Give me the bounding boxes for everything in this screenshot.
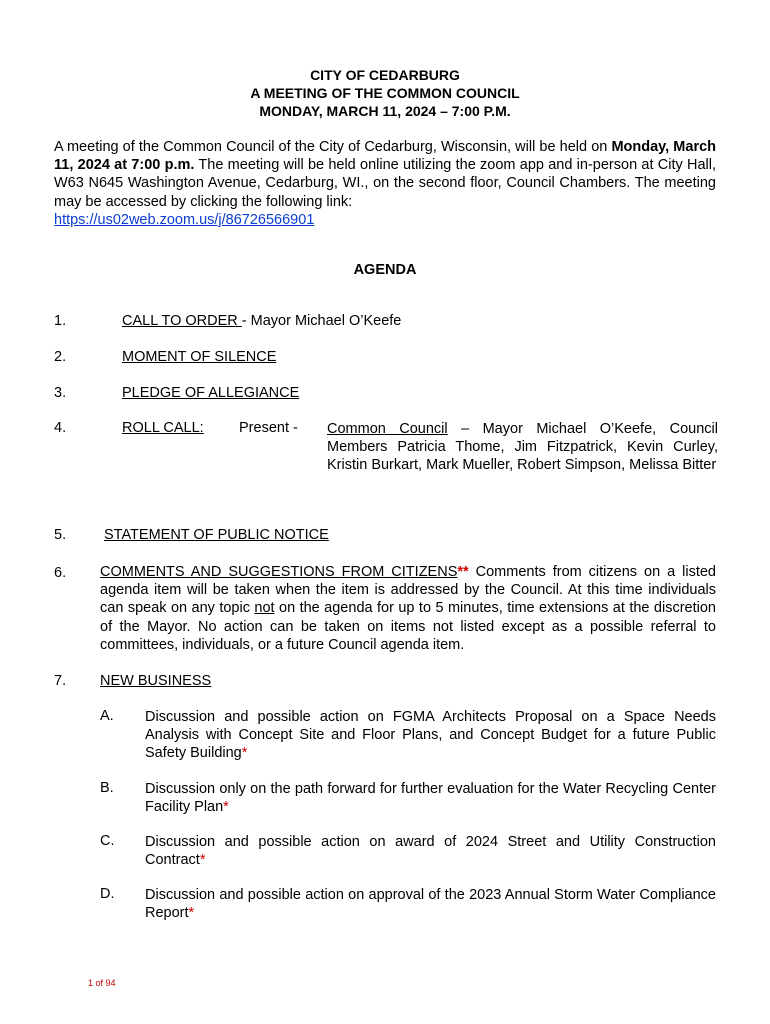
item-6-text-2: on the agenda for up to 5 minutes, time extensions at the discretion of the Mayor. No action can be taken on items not listed except as a possible referral to committees, individuals, or a future Council agenda item. <box>100 600 716 653</box>
item-5-number: 5. <box>54 527 67 543</box>
item-3-number: 3. <box>54 385 67 401</box>
item-7-number: 7. <box>54 673 67 689</box>
item-7d <box>145 886 716 922</box>
item-7c-mark: * <box>199 852 206 869</box>
intro-text-1: A meeting of the Common Council of the City of Cedarburg, Wisconsin, will be held on <box>54 139 612 155</box>
item-4-member-list: – Mayor Michael O’Keefe, Council Members Patricia Thome, Jim Fitzpatrick, Kevin Curley, Kristin Burkart, Mark Mueller, Robert Simpson, Melissa Bitter <box>327 421 718 474</box>
item-6-text <box>100 563 716 654</box>
item-6-not: not <box>254 600 275 617</box>
item-1 <box>122 313 401 329</box>
item-3-title: PLEDGE OF ALLEGIANCE <box>122 385 300 401</box>
item-5-title: STATEMENT OF PUBLIC NOTICE <box>104 527 329 543</box>
item-7b-mark: * <box>223 799 229 816</box>
header-date: MONDAY, MARCH 11, 2024 – 7:00 P.M. <box>259 103 511 119</box>
item-1-title: CALL TO ORDER <box>122 313 242 329</box>
item-2-number: 2. <box>54 349 67 365</box>
intro-paragraph <box>54 138 716 229</box>
item-4-number: 4. <box>54 420 67 436</box>
agenda-title: AGENDA <box>353 262 417 278</box>
item-7a <box>145 708 716 763</box>
item-1-rest: - Mayor Michael O’Keefe <box>241 313 402 329</box>
item-7b <box>145 780 716 816</box>
item-7a-letter: A. <box>100 708 114 724</box>
item-6-stars: ** <box>457 564 469 580</box>
item-6-number: 6. <box>54 565 67 581</box>
item-7c <box>145 833 716 869</box>
item-4-title: ROLL CALL: <box>122 420 204 436</box>
item-7d-mark: * <box>188 905 195 922</box>
item-7a-mark: * <box>241 745 248 762</box>
zoom-link[interactable]: https://us02web.zoom.us/j/86726566901 <box>54 211 315 228</box>
intro-date-bold: Monday, March 11, 2024 at 7:00 p.m. <box>54 139 717 174</box>
page-number: 1 of 94 <box>88 978 116 988</box>
item-7-title: NEW BUSINESS <box>100 673 212 689</box>
header-city: CITY OF CEDARBURG <box>310 67 460 83</box>
item-4-present: Present - <box>239 420 298 436</box>
item-7d-letter: D. <box>100 886 115 902</box>
item-7a-text: Discussion and possible action on FGMA Architects Proposal on a Space Needs Analysis with Concept Site and Floor Plans, and Concept Budget for a future Public Safety Building <box>145 709 716 762</box>
item-6-text-1: Comments from citizens on a listed agenda item will be taken when the item is addressed by the Council. At this time individuals can speak on any topic <box>100 564 716 617</box>
item-4-members <box>327 420 718 475</box>
item-7d-text: Discussion and possible action on approval of the 2023 Annual Storm Water Compliance Report <box>145 887 716 922</box>
item-4-group: Common Council <box>327 421 448 437</box>
intro-text-2: The meeting will be held online utilizing the zoom app and in-person at City Hall, W63 N645 Washington Avenue, Cedarburg, WI., on the second floor, Council Chambers. The meeting may be accessed by clicking the following link: <box>54 157 717 210</box>
header-meeting: A MEETING OF THE COMMON COUNCIL <box>250 85 520 101</box>
item-6-title: COMMENTS AND SUGGESTIONS FROM CITIZENS <box>100 564 458 580</box>
item-7c-text: Discussion and possible action on award of 2024 Street and Utility Construction Contract <box>145 834 716 869</box>
item-7b-letter: B. <box>100 780 114 796</box>
item-7b-text: Discussion only on the path forward for further evaluation for the Water Recycling Center Facility Plan <box>145 781 716 816</box>
item-2-title: MOMENT OF SILENCE <box>122 349 277 365</box>
item-1-number: 1. <box>54 313 67 329</box>
item-7c-letter: C. <box>100 833 115 849</box>
